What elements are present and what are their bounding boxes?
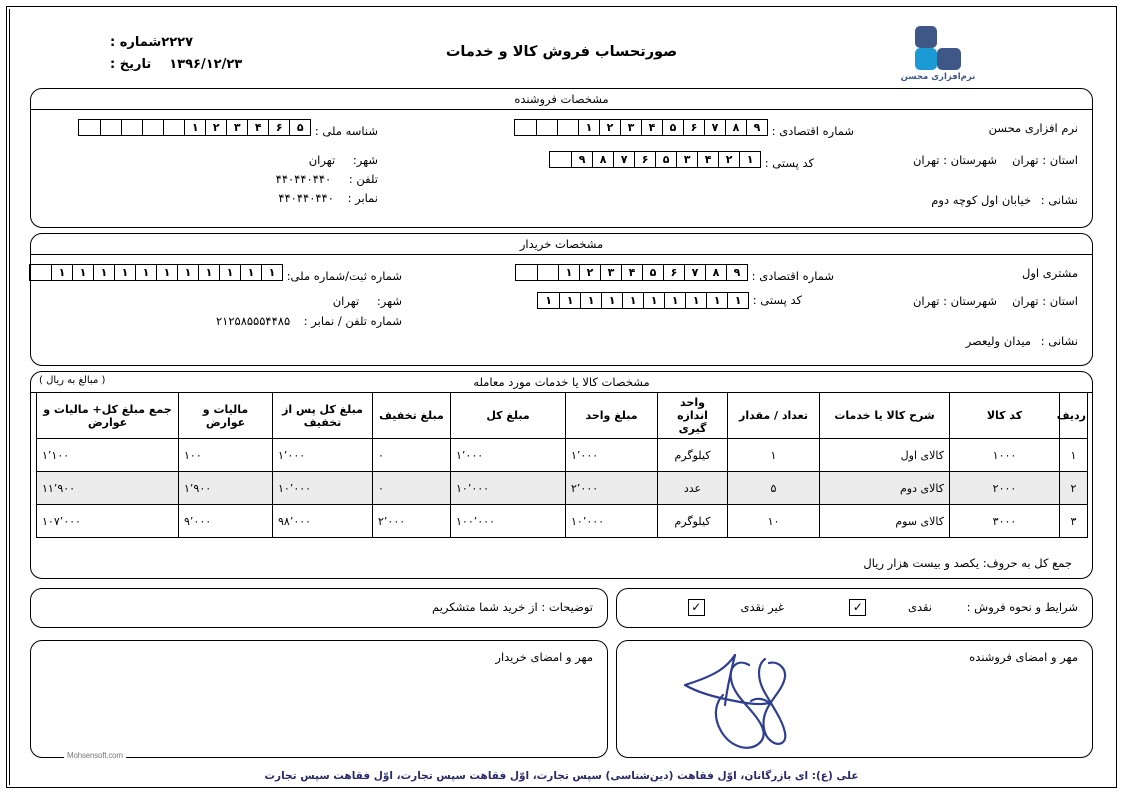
terms-panel [616, 588, 1093, 628]
buyer-postal-digits [537, 292, 749, 309]
items-table-header-row [37, 393, 1088, 439]
watermark-mohsensoft: Mohsensoft.com [64, 751, 126, 760]
digit-cell: ۳ [600, 265, 621, 280]
col-grand: جمع مبلغ کل+ مالیات و عوارض [37, 393, 179, 439]
invoice-number-value: ۲۲۲۷ [161, 35, 194, 50]
buyer-signature-panel [30, 640, 608, 758]
cell-row: ۱ [1060, 439, 1088, 472]
buyer-economic-field [515, 264, 834, 283]
seller-postal-label: کد پستی : [764, 156, 814, 170]
seller-province-label: استان : [1042, 153, 1078, 167]
seller-phone-value: ۴۴۰۴۴۰۴۴۰ [275, 172, 332, 186]
digit-cell [121, 120, 142, 135]
logo-square-bottom-right [937, 48, 961, 70]
digit-cell: ۵ [289, 120, 310, 135]
cell-after-discount: ۱٬۰۰۰ [273, 439, 373, 472]
digit-cell: ۱ [156, 265, 177, 280]
cell-tax: ۱٬۹۰۰ [179, 472, 273, 505]
seller-name [989, 121, 1078, 135]
col-unit: واحد اندازه گیری [658, 393, 728, 439]
digit-cell: ۱ [578, 120, 599, 135]
cell-tax: ۱۰۰ [179, 439, 273, 472]
seller-postal-digits [549, 151, 761, 168]
digit-cell: ۹ [746, 120, 767, 135]
cell-row: ۳ [1060, 505, 1088, 538]
buyer-postal-label: کد پستی : [752, 293, 802, 307]
sum-in-words: جمع کل به حروف: یکصد و بیست هزار ریال [863, 556, 1072, 570]
cell-code: ۱۰۰۰ [950, 439, 1060, 472]
cell-code: ۳۰۰۰ [950, 505, 1060, 538]
buyer-panel-title: مشخصات خریدار [31, 234, 1092, 255]
digit-cell: ۹ [726, 265, 747, 280]
col-row: ردیف [1060, 393, 1088, 439]
checkbox-cash[interactable]: ✓ [849, 599, 866, 616]
digit-cell: ۲ [205, 120, 226, 135]
cell-unit: عدد [658, 472, 728, 505]
cell-desc: کالای دوم [820, 472, 950, 505]
items-panel-title: مشخصات کالا یا خدمات مورد معامله [31, 372, 1092, 393]
seller-panel-title: مشخصات فروشنده [31, 89, 1092, 110]
buyer-economic-digits [515, 264, 748, 281]
digit-cell: ۲ [599, 120, 620, 135]
digit-cell: ۴ [697, 152, 718, 167]
digit-cell: ۱ [601, 293, 622, 308]
seller-signature-label: مهر و امضای فروشنده [969, 650, 1078, 664]
digit-cell: ۱ [114, 265, 135, 280]
digit-cell: ۱ [643, 293, 664, 308]
digit-cell: ۲ [579, 265, 600, 280]
notes-panel [30, 588, 608, 628]
cell-after-discount: ۱۰٬۰۰۰ [273, 472, 373, 505]
col-unit-price: مبلغ واحد [566, 393, 658, 439]
cell-qty: ۱ [728, 439, 820, 472]
buyer-economic-label: شماره اقتصادی : [751, 269, 834, 283]
cell-row: ۲ [1060, 472, 1088, 505]
digit-cell: ۱ [93, 265, 114, 280]
digit-cell: ۱ [739, 152, 760, 167]
seller-economic-field [514, 119, 854, 138]
digit-cell: ۱ [580, 293, 601, 308]
cell-qty: ۵ [728, 472, 820, 505]
seller-fax [278, 191, 378, 205]
cell-grand: ۱۰۷٬۰۰۰ [37, 505, 179, 538]
digit-cell: ۱ [664, 293, 685, 308]
seller-county-label: شهرستان : [943, 153, 997, 167]
terms-cash-label: نقدی [907, 600, 932, 614]
digit-cell [142, 120, 163, 135]
col-after-discount: مبلغ کل پس از تخفیف [273, 393, 373, 439]
col-tax: مالیات و عوارض [179, 393, 273, 439]
cell-unit-price: ۱٬۰۰۰ [566, 439, 658, 472]
buyer-national-field [29, 264, 402, 283]
digit-cell: ۱ [72, 265, 93, 280]
digit-cell: ۸ [592, 152, 613, 167]
notes-text: توضیحات : از خرید شما متشکریم [432, 600, 593, 614]
digit-cell: ۳ [226, 120, 247, 135]
buyer-phone-label: شماره تلفن / نمابر : [303, 314, 402, 328]
buyer-county-label: شهرستان : [943, 294, 997, 308]
terms-credit-label: غیر نقدی [740, 600, 784, 614]
buyer-national-digits [29, 264, 283, 281]
cell-discount: ۰ [373, 472, 451, 505]
digit-cell [537, 265, 558, 280]
digit-cell: ۱ [622, 293, 643, 308]
digit-cell: ۸ [705, 265, 726, 280]
digit-cell [557, 120, 578, 135]
digit-cell: ۷ [704, 120, 725, 135]
cell-grand: ۱۱٬۹۰۰ [37, 472, 179, 505]
seller-city [309, 153, 378, 167]
buyer-city [333, 294, 402, 308]
digit-cell: ۱ [219, 265, 240, 280]
digit-cell: ۶ [634, 152, 655, 167]
cell-desc: کالای سوم [820, 505, 950, 538]
digit-cell: ۶ [683, 120, 704, 135]
buyer-panel [30, 233, 1093, 366]
digit-cell: ۷ [684, 265, 705, 280]
digit-cell: ۴ [621, 265, 642, 280]
cell-discount: ۲٬۰۰۰ [373, 505, 451, 538]
cell-total: ۱٬۰۰۰ [451, 439, 566, 472]
digit-cell [163, 120, 184, 135]
terms-cash-group [849, 599, 932, 616]
digit-cell: ۵ [642, 265, 663, 280]
cell-unit-price: ۱۰٬۰۰۰ [566, 505, 658, 538]
seller-national-field [78, 119, 378, 138]
table-row [37, 472, 1088, 505]
digit-cell: ۲ [718, 152, 739, 167]
table-row [37, 439, 1088, 472]
buyer-city-label: شهر: [376, 294, 402, 308]
digit-cell: ۱ [685, 293, 706, 308]
seller-province-value: تهران [1012, 153, 1039, 167]
seller-phone-label: تلفن : [348, 172, 378, 186]
digit-cell: ۵ [655, 152, 676, 167]
cell-tax: ۹٬۰۰۰ [179, 505, 273, 538]
col-code: کد کالا [950, 393, 1060, 439]
col-desc: شرح کالا یا خدمات [820, 393, 950, 439]
logo-square-top-left [915, 26, 937, 48]
cell-discount: ۰ [373, 439, 451, 472]
currency-note: ( مبالغ به ریال ) [39, 375, 106, 386]
digit-cell: ۱ [558, 265, 579, 280]
seller-city-label: شهر: [352, 153, 378, 167]
seller-fax-value: ۴۴۰۴۴۰۴۴۰ [278, 191, 334, 205]
digit-cell: ۴ [247, 120, 268, 135]
col-qty: تعداد / مقدار [728, 393, 820, 439]
digit-cell: ۱ [51, 265, 72, 280]
cell-grand: ۱٬۱۰۰ [37, 439, 179, 472]
cell-unit-price: ۲٬۰۰۰ [566, 472, 658, 505]
items-table-body [37, 439, 1088, 538]
digit-cell [550, 152, 571, 167]
seller-address [931, 193, 1078, 207]
buyer-address-label: نشانی : [1040, 334, 1078, 348]
digit-cell: ۱ [177, 265, 198, 280]
cell-desc: کالای اول [820, 439, 950, 472]
digit-cell: ۸ [725, 120, 746, 135]
buyer-county [913, 294, 997, 308]
buyer-address-value: میدان ولیعصر [965, 334, 1032, 348]
seller-city-value: تهران [308, 153, 336, 167]
digit-cell: ۳ [676, 152, 697, 167]
invoice-date-label: تاریخ : [110, 57, 152, 72]
seller-name-value: نرم افزاری محسن [988, 121, 1078, 135]
buyer-national-label: شماره ثبت/شماره ملی: [286, 269, 402, 283]
seller-fax-label: نمابر : [347, 191, 378, 205]
digit-cell: ۱ [559, 293, 580, 308]
seller-phone [276, 172, 378, 186]
seller-county-value: تهران [912, 153, 940, 167]
digit-cell: ۳ [620, 120, 641, 135]
seller-province [1012, 153, 1078, 167]
digit-cell: ۶ [268, 120, 289, 135]
buyer-province [1012, 294, 1078, 308]
digit-cell: ۱ [135, 265, 156, 280]
digit-cell [100, 120, 121, 135]
seller-county [913, 153, 997, 167]
company-logo [883, 26, 993, 82]
digit-cell [79, 120, 100, 135]
seller-national-digits [78, 119, 311, 136]
table-row [37, 505, 1088, 538]
buyer-name-value: مشتری اول [1022, 266, 1078, 280]
buyer-county-value: تهران [912, 294, 940, 308]
checkbox-credit[interactable]: ✓ [688, 599, 705, 616]
digit-cell [536, 120, 557, 135]
seller-economic-label: شماره اقتصادی : [771, 124, 854, 138]
cell-total: ۱۰٬۰۰۰ [451, 472, 566, 505]
digit-cell: ۱ [727, 293, 748, 308]
buyer-phone [216, 314, 402, 328]
seller-postal-field [549, 151, 814, 170]
logo-square-bottom-left [915, 48, 937, 70]
cell-unit: کیلوگرم [658, 505, 728, 538]
buyer-province-label: استان : [1042, 294, 1078, 308]
cell-code: ۲۰۰۰ [950, 472, 1060, 505]
buyer-address [966, 334, 1078, 348]
buyer-signature-label: مهر و امضای خریدار [495, 650, 593, 664]
digit-cell: ۴ [641, 120, 662, 135]
buyer-city-value: تهران [332, 294, 360, 308]
signature-scribble-icon [665, 645, 865, 755]
invoice-header [30, 22, 1093, 82]
digit-cell: ۱ [706, 293, 727, 308]
buyer-postal-field [537, 292, 802, 309]
invoice-date-value: ۱۳۹۶/۱۲/۲۳ [169, 57, 243, 72]
digit-cell: ۷ [613, 152, 634, 167]
digit-cell [30, 265, 51, 280]
page-title: صورتحساب فروش کالا و خدمات [445, 44, 678, 60]
digit-cell: ۱ [545, 294, 552, 307]
digit-cell: ۵ [662, 120, 683, 135]
digit-cell [515, 120, 536, 135]
digit-cell [516, 265, 537, 280]
seller-panel [30, 88, 1093, 228]
seller-signature-panel [616, 640, 1093, 758]
buyer-phone-value: ۲۱۲۵۸۵۵۵۴۴۸۵ [216, 314, 291, 328]
cell-qty: ۱۰ [728, 505, 820, 538]
cell-after-discount: ۹۸٬۰۰۰ [273, 505, 373, 538]
logo-wordmark: نرم‌افزاری محسن [900, 72, 976, 82]
footer-quote: علی (ع): ای بازرگانان، اوّل فقاهت (دین‌شناسی) سپس تجارت، اوّل فقاهت سپس تجارت، اوّل فقاهت سپس تجارت [264, 770, 859, 782]
seller-address-label: نشانی : [1040, 193, 1078, 207]
seller-national-label: شناسه ملی : [314, 124, 378, 138]
digit-cell: ۱ [198, 265, 219, 280]
buyer-name [1022, 266, 1078, 280]
terms-label: شرایط و نحوه فروش : [966, 600, 1078, 614]
terms-credit-group [688, 599, 784, 616]
seller-address-value: خیابان اول کوچه دوم [931, 193, 1032, 207]
digit-cell: ۱ [184, 120, 205, 135]
col-discount: مبلغ تخفیف [373, 393, 451, 439]
cell-unit: کیلوگرم [658, 439, 728, 472]
seller-economic-digits [514, 119, 768, 136]
col-total: مبلغ کل [451, 393, 566, 439]
items-table [36, 392, 1088, 538]
digit-cell: ۱ [261, 265, 282, 280]
digit-cell: ۱ [240, 265, 261, 280]
logo-blocks-icon [915, 26, 961, 70]
digit-cell: ۹ [571, 152, 592, 167]
buyer-province-value: تهران [1012, 294, 1039, 308]
invoice-number-label: شماره : [110, 35, 162, 50]
cell-total: ۱۰۰٬۰۰۰ [451, 505, 566, 538]
digit-cell: ۶ [663, 265, 684, 280]
